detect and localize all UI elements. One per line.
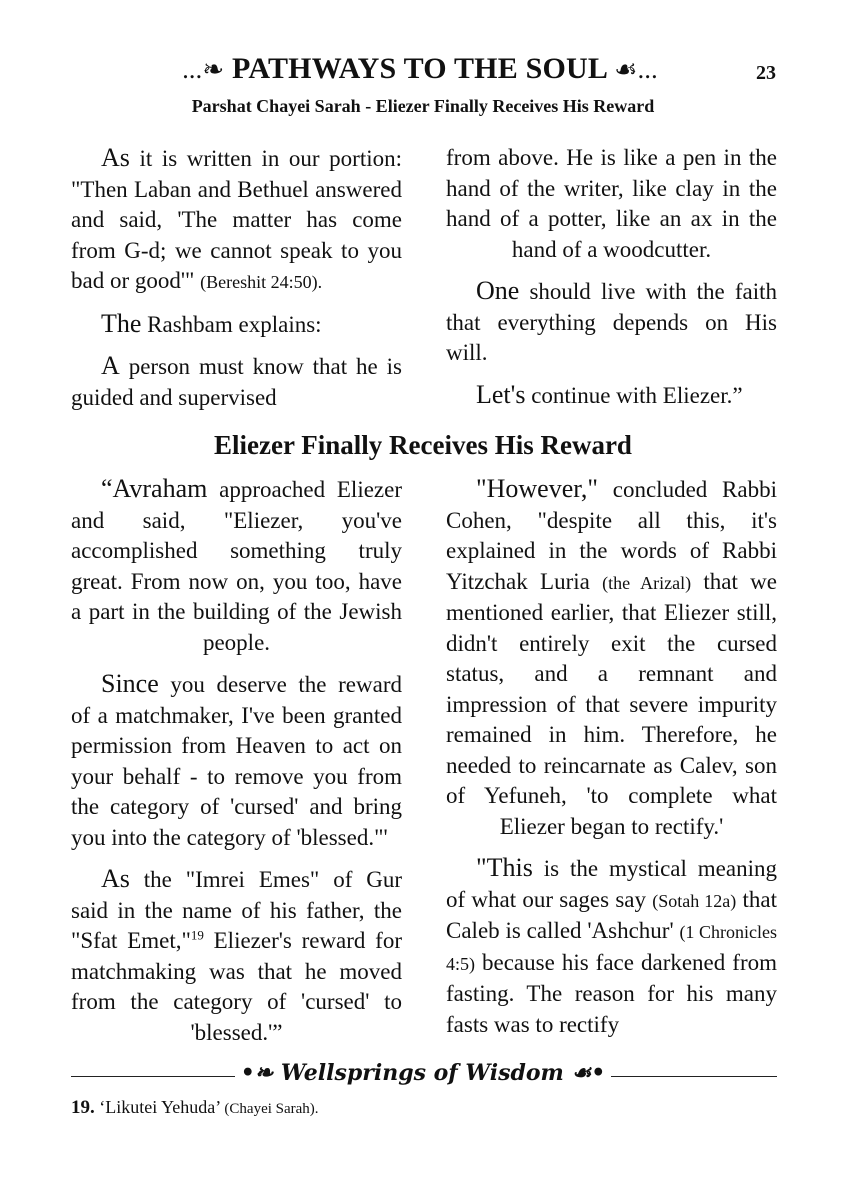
bottom-right-column [446, 474, 777, 1051]
paragraph-text: should live with the faith that everything depends on His will. [446, 279, 777, 365]
paragraph-lead: The [101, 308, 142, 338]
footer-brand-text: •❧ Wellsprings of Wisdom ☙• [235, 1060, 612, 1086]
paragraph-lead: As [101, 143, 130, 172]
footnote-number: 19. [71, 1097, 95, 1118]
paragraph-text: you deserve the reward of a matchmaker, I've been granted permission from Heaven to act on your behalf - to remove you from the category of 'cursed' and bring you into the category of 'blessed."' [71, 672, 402, 850]
book-title: PATHWAYS TO THE SOUL [232, 52, 607, 85]
paragraph-text: because his face darkened from fasting. The reason for his many fasts was to rectify [446, 949, 777, 1037]
paragraph-text: Eliezer's reward for matchmaking was that he moved from the category of 'cursed' to 'blessed.'” [71, 928, 402, 1045]
paragraph-text: it is written in our portion: "Then Laban and Bethuel answered and said, 'The matter has come from G-d; we cannot speak to you bad or good'" [71, 146, 402, 293]
page-number: 23 [756, 62, 776, 84]
ornament-right-icon: ☙... [614, 55, 658, 84]
paragraph [71, 309, 402, 341]
paragraph-lead: "However," [476, 474, 598, 503]
paragraph-text: Rashbam explains: [141, 311, 322, 337]
paragraph [446, 474, 777, 842]
paragraph [71, 351, 402, 413]
running-title [120, 52, 720, 86]
footer-brand [0, 1060, 846, 1086]
paragraph [71, 864, 402, 1048]
paragraph [446, 853, 777, 1040]
page-header [0, 50, 846, 90]
paragraph-lead: Since [101, 669, 159, 698]
paragraph-text: approached Eliezer and said, "Eliezer, you've accomplished something truly great. From now on, you too, have a part in the building of the Jewish people. [71, 477, 402, 655]
citation: (1 Chronicles 4:5) [446, 922, 777, 974]
footnote [71, 1097, 319, 1119]
paragraph-text: continue with Eliezer.” [525, 382, 743, 408]
citation: (the Arizal) [602, 572, 692, 593]
bottom-left-column [71, 474, 402, 1059]
paragraph-text: the "Imrei Emes" of Gur said in the name of his father, the "Sfat Emet," [71, 867, 402, 953]
paragraph [71, 143, 402, 298]
citation: (Sotah 12a) [652, 890, 737, 911]
footnote-citation: (Chayei Sarah). [224, 1101, 319, 1117]
paragraph [446, 143, 777, 265]
paragraph-text: that Caleb is called 'Ashchur' [446, 886, 777, 943]
paragraph [71, 669, 402, 853]
footnote-marker: 19 [190, 927, 204, 943]
paragraph-lead: "This [476, 853, 533, 882]
paragraph-text: that we mentioned earlier, that Eliezer still, didn't entirely exit the cursed status, and a remnant and impression of that severe impurity remained in him. Therefore, he needed to reincarnate as Calev, son of Yefuneh, 'to complete what Eliezer began to rectify.' [446, 568, 777, 839]
paragraph-text: from above. He is like a pen in the hand of the writer, like clay in the hand of a potter, like an ax in the hand of a woodcutter. [446, 145, 777, 262]
paragraph-lead: Let's [476, 379, 526, 409]
paragraph-lead: A [101, 351, 120, 380]
paragraph [446, 380, 777, 412]
paragraph [71, 474, 402, 658]
ornament-left-icon: ...❧ [182, 55, 225, 84]
paragraph-text: is the mystical meaning of what our sages say [446, 856, 777, 912]
citation: (Bereshit 24:50). [200, 272, 323, 292]
paragraph-text: person must know that he is guided and supervised [71, 354, 402, 410]
footnote-text: ‘Likutei Yehuda’ [99, 1097, 225, 1117]
paragraph-lead: As [101, 864, 130, 893]
paragraph-lead: One [476, 276, 520, 305]
paragraph-lead: “Avraham [101, 474, 208, 503]
top-right-column [446, 143, 777, 422]
paragraph [446, 276, 777, 369]
running-subtitle: Parshat Chayei Sarah - Eliezer Finally Receives His Reward [191, 96, 655, 116]
paragraph-text: concluded Rabbi Cohen, "despite all this, it's explained in the words of Rabbi Yitzchak Luria [446, 477, 777, 594]
top-left-column [71, 143, 402, 424]
section-heading: Eliezer Finally Receives His Reward [214, 430, 632, 460]
